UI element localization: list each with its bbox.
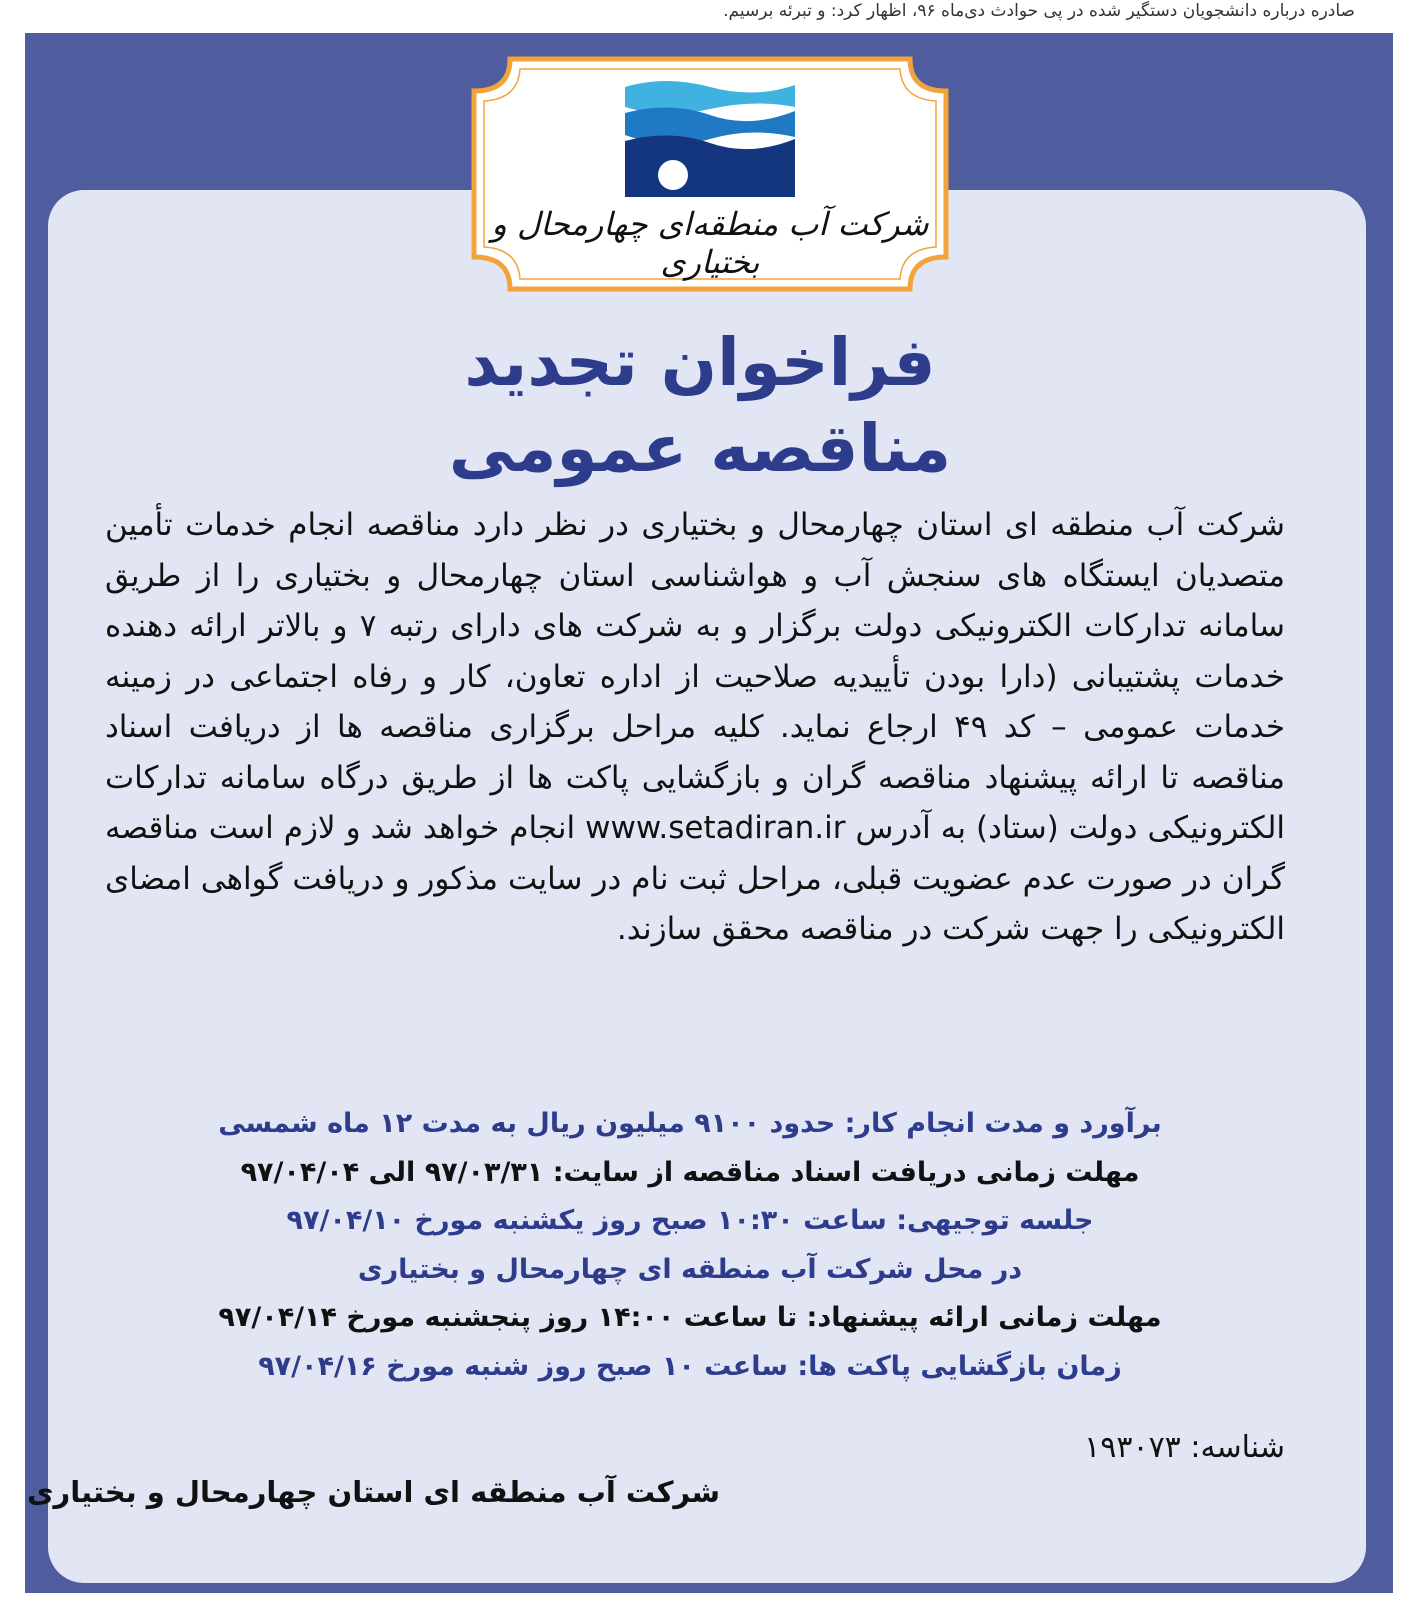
logo-badge bbox=[470, 55, 950, 293]
tender-description: شرکت آب منطقه ای استان چهارمحال و بختیاری در نظر دارد مناقصه انجام خدمات تأمین متصدیان ایستگاه های سنجش آب و هواشناسی استان چهارمحال و بختیاری را از طریق سامانه تدارکات الکترونیکی دولت برگزار و به شرکت های دارای رتبه ۷ و بالاتر ارائه دهنده خدمات پشتیبانی (دارا بودن تأییدیه صلاحیت از اداره تعاون، کار و رفاه اجتماعی در زمینه خدمات عمومی – کد ۴۹ ارجاع نماید. کلیه مراحل برگزاری مناقصه ها از دریافت اسناد مناقصه تا ارائه پیشنهاد مناقصه گران و بازگشایی پاکت ها از طریق درگاه سامانه تدارکات الکترونیکی دولت (ستاد) به آدرس www.setadiran.ir انجام خواهد شد و لازم است مناقصه گران در صورت عدم عضویت قبلی، مراحل ثبت نام در سایت مذکور و دریافت گواهی امضای الکترونیکی را جهت شرکت در مناقصه محقق سازند. bbox=[105, 507, 1285, 947]
company-signature: شرکت آب منطقه ای استان چهارمحال و بختیاری bbox=[26, 1475, 720, 1509]
document-deadline-line: مهلت زمانی دریافت اسناد مناقصه از سایت: ۹۷/۰۳/۳۱ الی ۹۷/۰۴/۰۴ bbox=[240, 1156, 1140, 1188]
page-title bbox=[200, 320, 1200, 492]
estimate-line: برآورد و مدت انجام کار: حدود ۹۱۰۰ میلیون ریال به مدت ۱۲ ماه شمسی bbox=[218, 1108, 1162, 1139]
top-news-strip: صادره درباره دانشجویان دستگیر شده در پی حوادث دی‌ماه ۹۶، اظهار کرد: و تبرئه برسیم. bbox=[723, 1, 1355, 21]
title-line-1: فراخوان تجدید bbox=[464, 324, 936, 401]
briefing-location-line: در محل شرکت آب منطقه ای چهارمحال و بختیاری bbox=[357, 1253, 1023, 1285]
water-logo-icon bbox=[625, 77, 795, 197]
opening-time-line: زمان بازگشایی پاکت ها: ساعت ۱۰ صبح روز شنبه مورخ ۹۷/۰۴/۱۶ bbox=[258, 1350, 1122, 1382]
logo-company-name: شرکت آب منطقه‌ای چهارمحال و بختیاری bbox=[491, 205, 929, 281]
proposal-deadline-line: مهلت زمانی ارائه پیشنهاد: تا ساعت ۱۴:۰۰ روز پنجشنبه مورخ ۹۷/۰۴/۱۴ bbox=[218, 1302, 1162, 1333]
briefing-session-line: جلسه توجیهی: ساعت ۱۰:۳۰ صبح روز یکشنبه مورخ ۹۷/۰۴/۱۰ bbox=[286, 1205, 1094, 1236]
title-line-2: مناقصه عمومی bbox=[448, 410, 952, 487]
ad-identifier: شناسه: ۱۹۳۰۷۳ bbox=[1084, 1430, 1285, 1465]
tender-details bbox=[200, 1100, 1180, 1391]
